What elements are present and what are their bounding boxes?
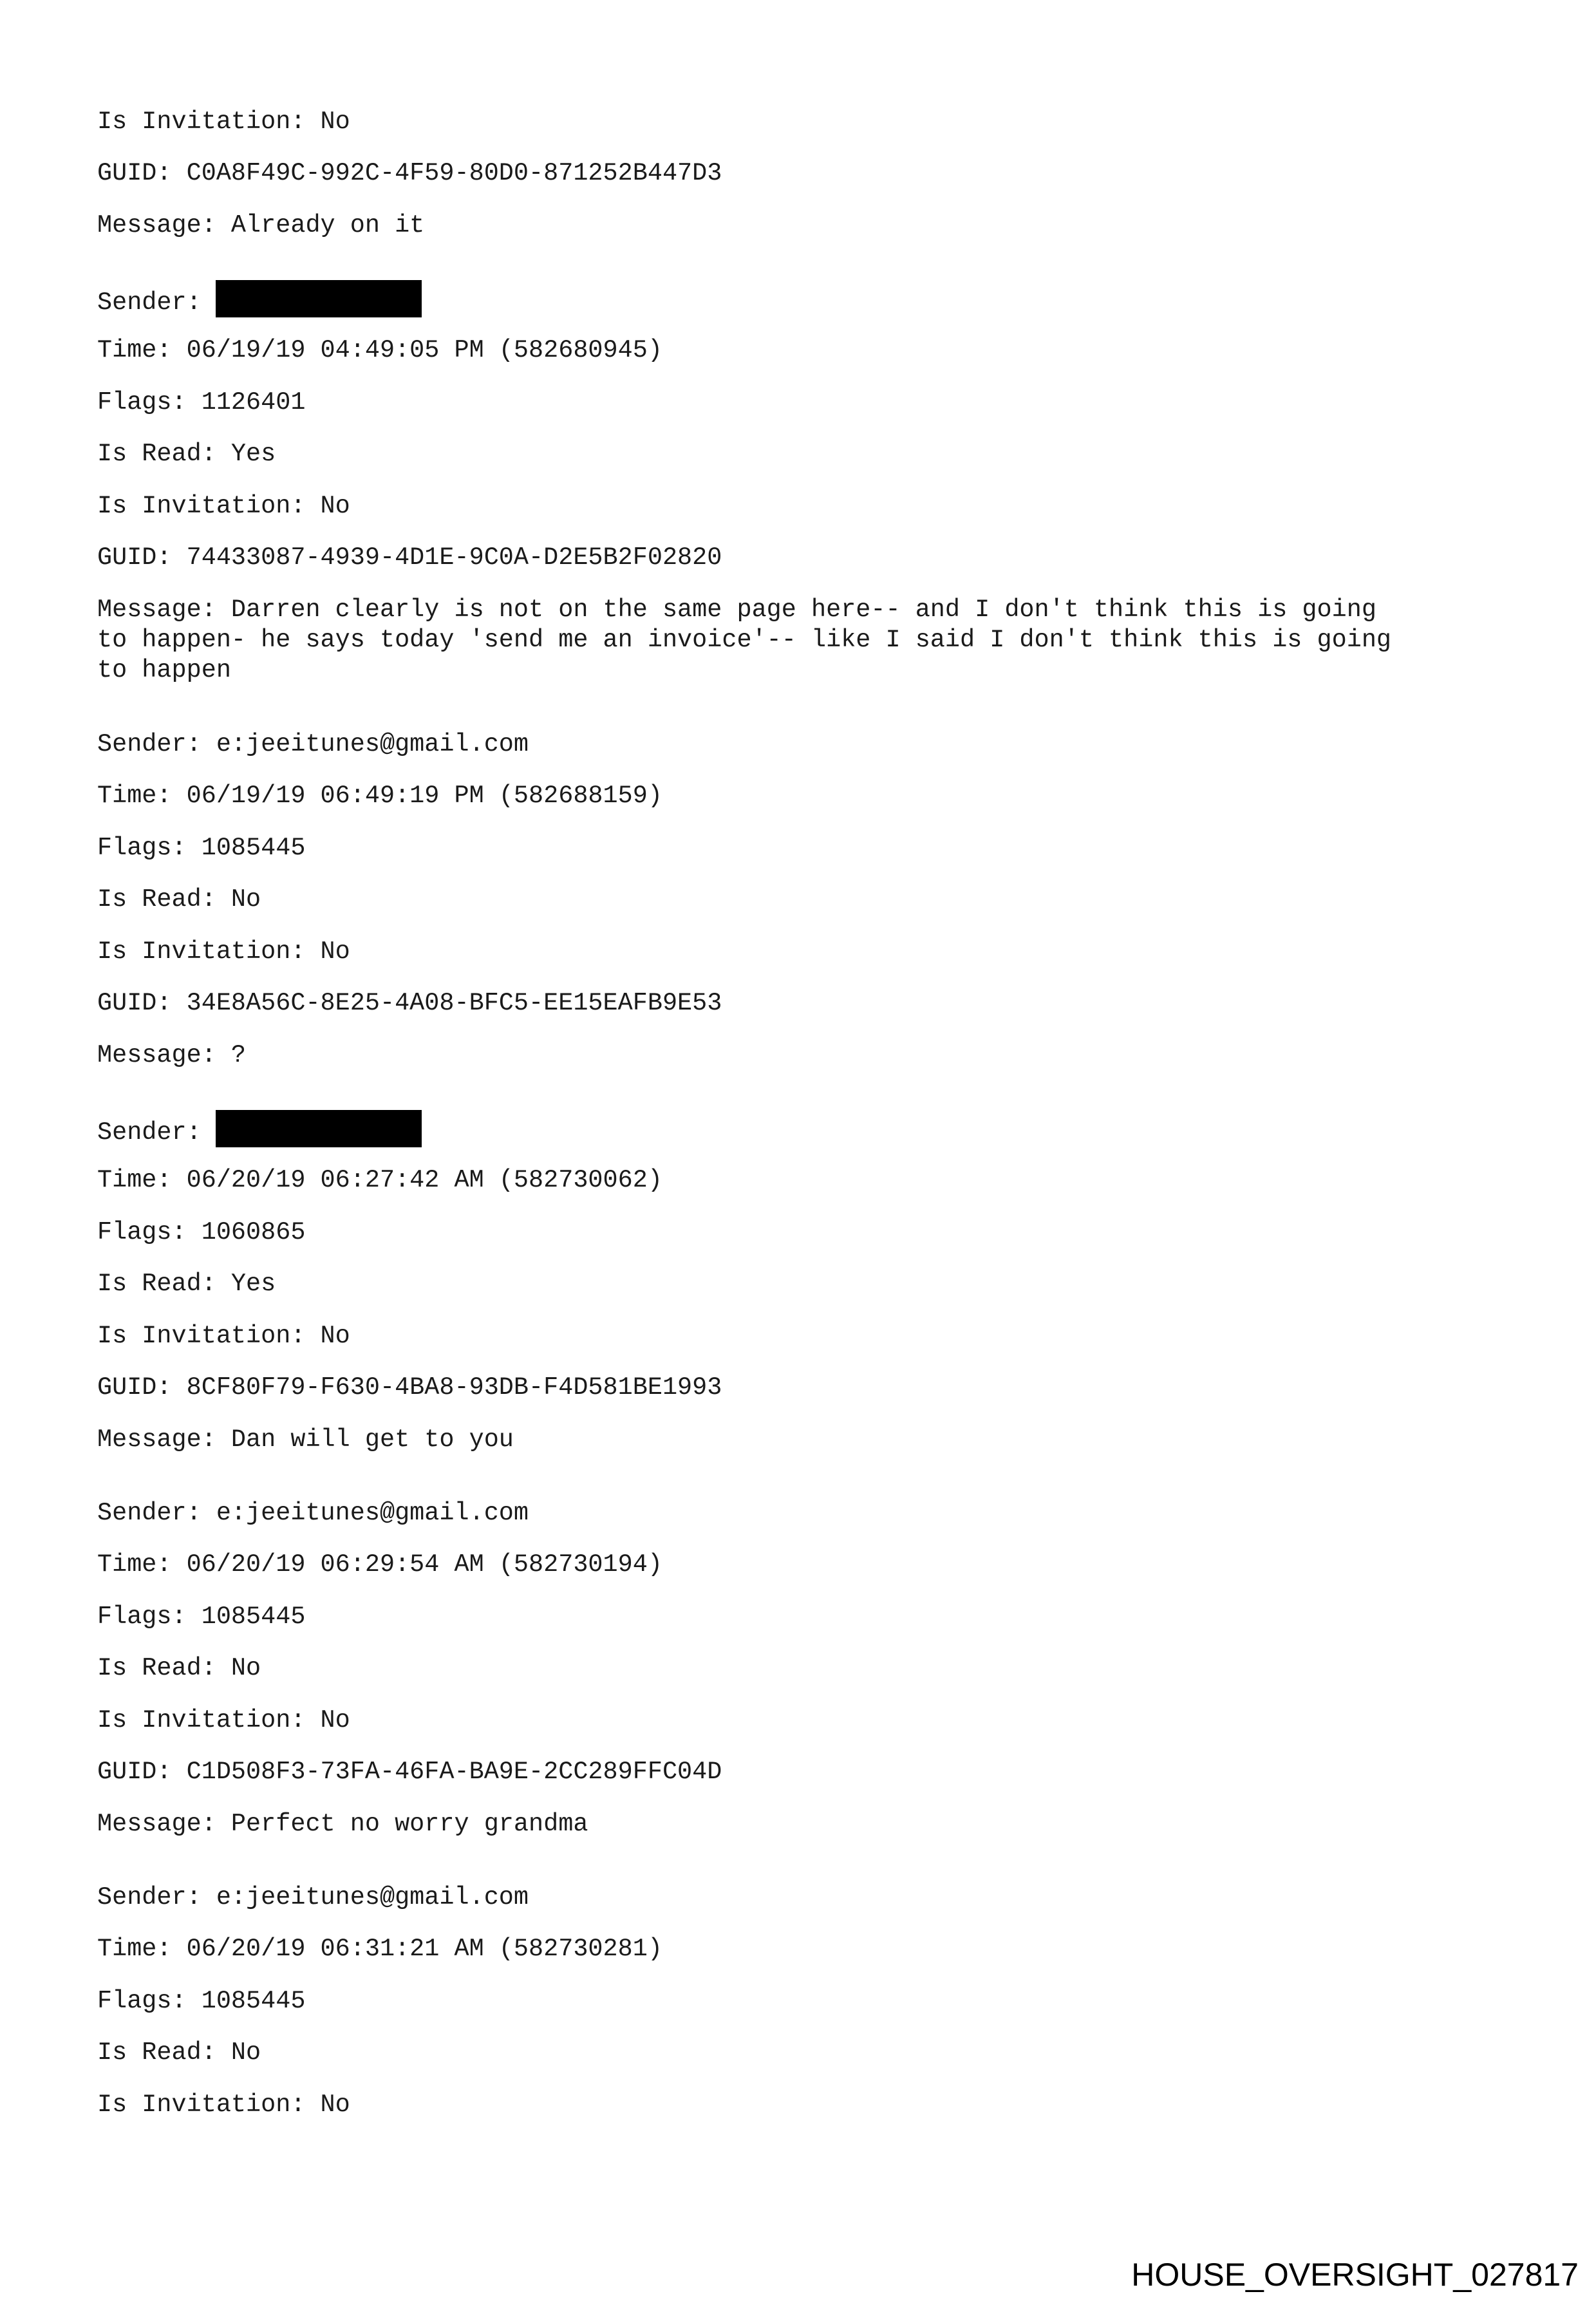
bates-number: HOUSE_OVERSIGHT_027817 [1131,2257,1579,2293]
is-invitation-field: Is Invitation: No [97,1322,350,1350]
guid-field: GUID: 74433087-4939-4D1E-9C0A-D2E5B2F02820 [97,543,722,572]
is-read-field: Is Read: No [97,2038,261,2067]
message-field: Message: ? [97,1041,247,1069]
guid-field: GUID: C0A8F49C-992C-4F59-80D0-871252B447D3 [97,159,722,187]
is-invitation-field: Is Invitation: No [97,108,350,136]
time-field: Time: 06/20/19 06:27:42 AM (582730062) [97,1166,662,1194]
message-field: Message: Already on it [97,211,425,240]
is-read-field: Is Read: No [97,1654,261,1682]
sender-label: Sender: [97,1118,202,1147]
sender-field [97,284,422,321]
message-field: Message: Perfect no worry grandma [97,1810,588,1838]
is-read-field: Is Read: Yes [97,1270,276,1298]
sender-field [97,1114,422,1151]
flags-field: Flags: 1126401 [97,388,306,417]
sender-field: Sender: e:jeeitunes@gmail.com [97,1499,529,1527]
sender-field: Sender: e:jeeitunes@gmail.com [97,1883,529,1912]
sender-label: Sender: [97,288,202,317]
message-field: Message: Dan will get to you [97,1425,514,1454]
time-field: Time: 06/20/19 06:29:54 AM (582730194) [97,1550,662,1579]
is-invitation-field: Is Invitation: No [97,2091,350,2119]
redaction-block [216,1110,422,1147]
guid-field: GUID: C1D508F3-73FA-46FA-BA9E-2CC289FFC04D [97,1758,722,1786]
flags-field: Flags: 1085445 [97,1987,306,2015]
is-invitation-field: Is Invitation: No [97,492,350,520]
time-field: Time: 06/19/19 06:49:19 PM (582688159) [97,782,662,810]
flags-field: Flags: 1085445 [97,1603,306,1631]
flags-field: Flags: 1085445 [97,834,306,862]
flags-field: Flags: 1060865 [97,1218,306,1246]
is-invitation-field: Is Invitation: No [97,1706,350,1734]
is-read-field: Is Read: Yes [97,440,276,468]
time-field: Time: 06/19/19 04:49:05 PM (582680945) [97,336,662,364]
guid-field: GUID: 34E8A56C-8E25-4A08-BFC5-EE15EAFB9E53 [97,989,722,1017]
guid-field: GUID: 8CF80F79-F630-4BA8-93DB-F4D581BE1993 [97,1373,722,1402]
time-field: Time: 06/20/19 06:31:21 AM (582730281) [97,1935,662,1963]
is-read-field: Is Read: No [97,885,261,914]
sender-field: Sender: e:jeeitunes@gmail.com [97,730,529,758]
is-invitation-field: Is Invitation: No [97,937,350,966]
message-field: Message: Darren clearly is not on the same page here-- and I don't think this is going to happen- he says today 'send me an invoice'-- like I said I don't think this is going to happen [97,596,1392,684]
redaction-block [216,280,422,317]
